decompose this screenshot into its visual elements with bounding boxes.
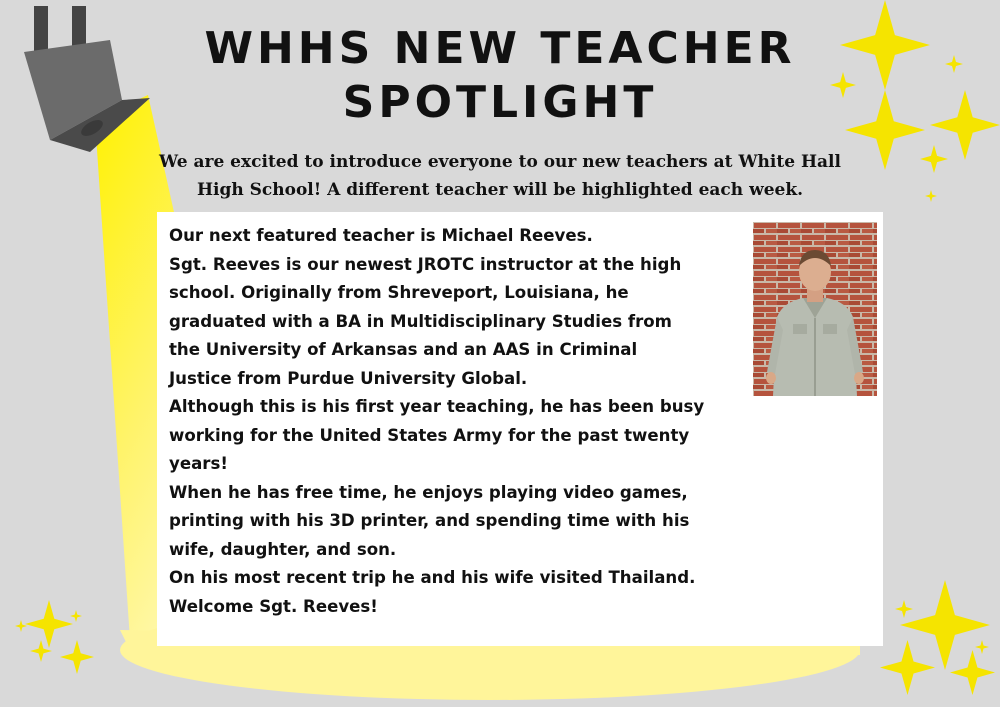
article-line: Our next featured teacher is Michael Reeves. (169, 226, 593, 245)
teacher-photo (753, 222, 877, 396)
article-line: Sgt. Reeves is our newest JROTC instructor at the high (169, 254, 682, 274)
article-line: graduated with a BA in Multidisciplinary Studies from (169, 311, 672, 331)
article-line: Although this is his first year teaching, he has been busy (169, 397, 705, 416)
article-line: the University of Arkansas and an AAS in Criminal (169, 340, 638, 359)
article-line: wife, daughter, and son. (169, 539, 397, 559)
article-line: printing with his 3D printer, and spending time with his (169, 511, 690, 530)
article-card (157, 212, 883, 646)
article-line: school. Originally from Shreveport, Louisiana, he (169, 283, 629, 302)
title-line-2: SPOTLIGHT (342, 77, 658, 128)
article-line: On his most recent trip he and his wife visited Thailand. (169, 568, 696, 587)
title-line-1: WHHS NEW TEACHER (204, 23, 796, 74)
intro-line-1: We are excited to introduce everyone to our new teachers at White Hall (159, 152, 841, 172)
page-title (150, 22, 850, 130)
star-icon-group-bottom-left (15, 600, 94, 674)
article-line: Welcome Sgt. Reeves! (169, 596, 378, 616)
article-line: working for the United States Army for the past twenty (169, 425, 690, 445)
article-line: Justice from Purdue University Global. (169, 368, 528, 388)
intro-text (110, 148, 890, 204)
star-icon-group-bottom-right (880, 580, 995, 695)
intro-line-2: High School! A different teacher will be highlighted each week. (196, 180, 804, 200)
article-body (169, 222, 779, 621)
article-line: When he has free time, he enjoys playing video games, (169, 482, 688, 502)
article-line: years! (169, 454, 228, 473)
